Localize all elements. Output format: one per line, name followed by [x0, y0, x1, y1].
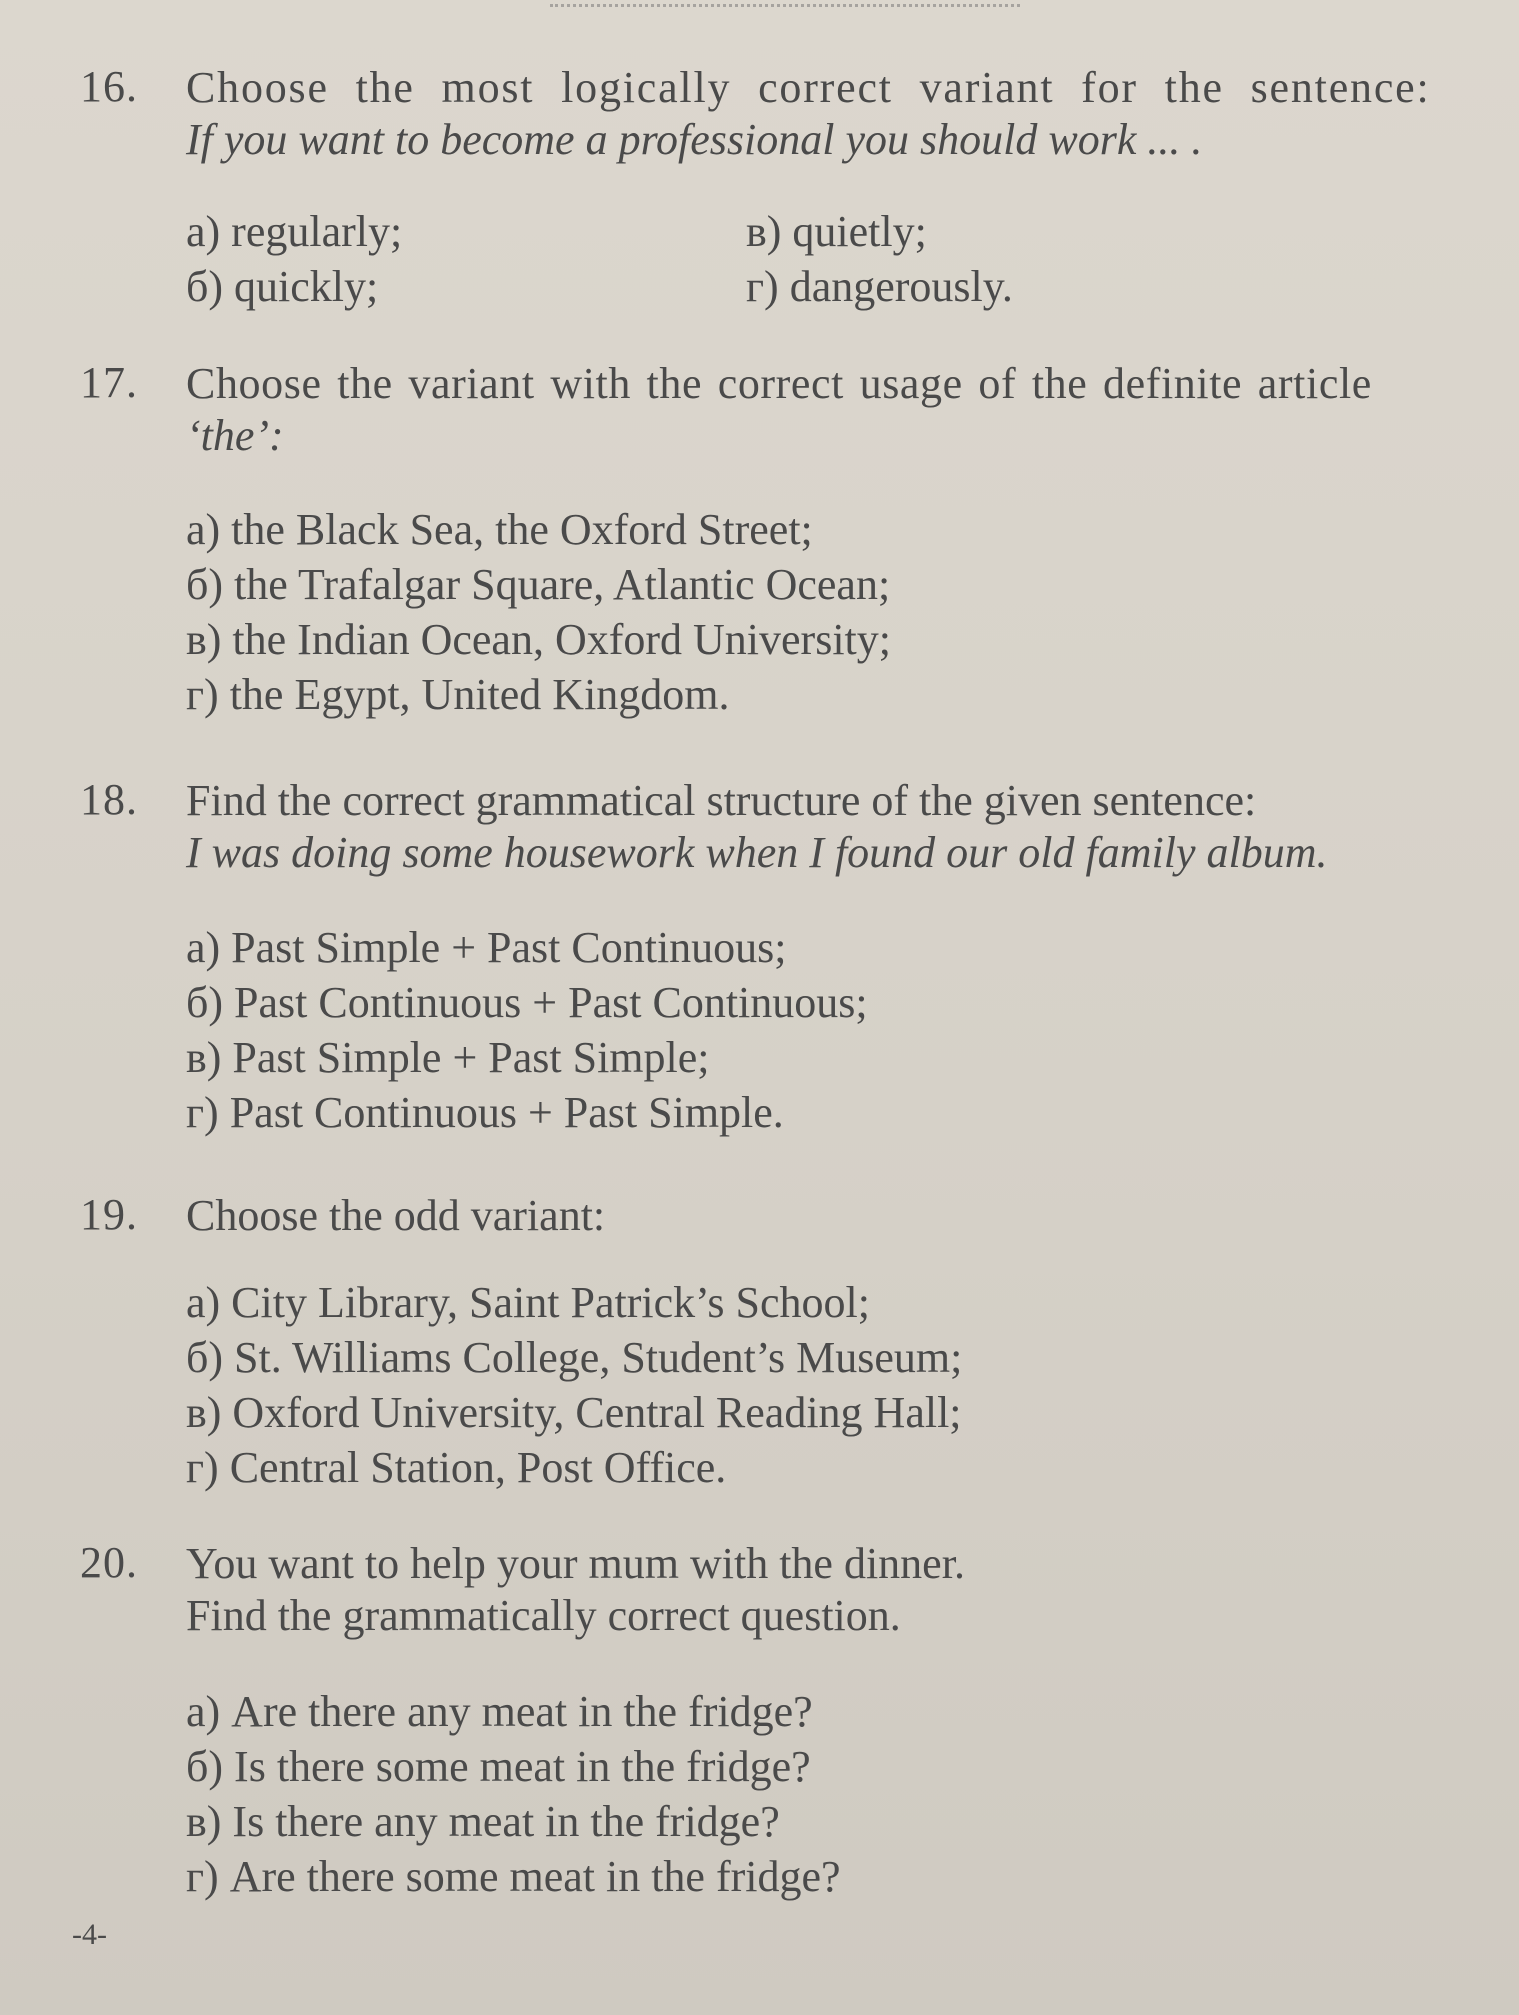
- option-b[interactable]: б) St. Williams College, Student’s Museum;: [186, 1333, 963, 1382]
- answer-options: [186, 1275, 1486, 1495]
- question-number: 20.: [80, 1538, 138, 1587]
- option-a[interactable]: а) Are there any meat in the fridge?: [186, 1687, 813, 1736]
- question-line: Find the grammatically correct question.: [186, 1591, 901, 1640]
- question-italic-sentence: If you want to become a professional you should work ... .: [186, 115, 1203, 164]
- cropped-header-line: [550, 0, 1020, 7]
- question-number: 18.: [80, 775, 138, 824]
- option-g[interactable]: г) Central Station, Post Office.: [186, 1443, 727, 1492]
- question-italic-sentence: ‘the’:: [186, 411, 284, 460]
- question-line: Choose the variant with the correct usage of the definite article: [186, 359, 1372, 408]
- answer-options: [186, 502, 1486, 722]
- option-a[interactable]: а) City Library, Saint Patrick’s School;: [186, 1278, 870, 1327]
- question-line: You want to help your mum with the dinner.: [186, 1539, 965, 1588]
- question-line: Choose the most logically correct variant for the sentence:: [186, 63, 1431, 112]
- question-number: 17.: [80, 358, 138, 407]
- option-v[interactable]: в) Oxford University, Central Reading Hall;: [186, 1388, 962, 1437]
- option-b[interactable]: б) quickly;: [186, 262, 379, 311]
- question-line: Find the correct grammatical structure of the given sentence:: [186, 776, 1257, 825]
- option-v[interactable]: в) quietly;: [746, 207, 927, 256]
- option-a[interactable]: а) Past Simple + Past Continuous;: [186, 923, 787, 972]
- option-b[interactable]: б) the Trafalgar Square, Atlantic Ocean;: [186, 560, 891, 609]
- question-line: Choose the odd variant:: [186, 1191, 606, 1240]
- question-italic-sentence: I was doing some housework when I found our old family album.: [186, 828, 1328, 877]
- question-text: [186, 358, 1486, 462]
- question-text: [186, 775, 1486, 879]
- question-number: 19.: [80, 1190, 138, 1239]
- option-a[interactable]: а) the Black Sea, the Oxford Street;: [186, 505, 813, 554]
- option-v[interactable]: в) Is there any meat in the fridge?: [186, 1797, 780, 1846]
- answer-options: [186, 920, 1486, 1140]
- answer-options: [186, 1684, 1486, 1904]
- option-g[interactable]: г) Are there some meat in the fridge?: [186, 1852, 841, 1901]
- question-text: [186, 1538, 1486, 1642]
- option-g[interactable]: г) Past Continuous + Past Simple.: [186, 1088, 784, 1137]
- question-text: [186, 1190, 1486, 1242]
- option-g[interactable]: г) the Egypt, United Kingdom.: [186, 670, 730, 719]
- option-v[interactable]: в) Past Simple + Past Simple;: [186, 1033, 710, 1082]
- option-g[interactable]: г) dangerously.: [746, 262, 1013, 311]
- option-a[interactable]: а) regularly;: [186, 207, 403, 256]
- question-number: 16.: [80, 62, 138, 111]
- option-v[interactable]: в) the Indian Ocean, Oxford University;: [186, 615, 892, 664]
- question-text: [186, 62, 1486, 166]
- option-b[interactable]: б) Past Continuous + Past Continuous;: [186, 978, 868, 1027]
- page-number: -4-: [72, 1918, 107, 1951]
- option-b[interactable]: б) Is there some meat in the fridge?: [186, 1742, 811, 1791]
